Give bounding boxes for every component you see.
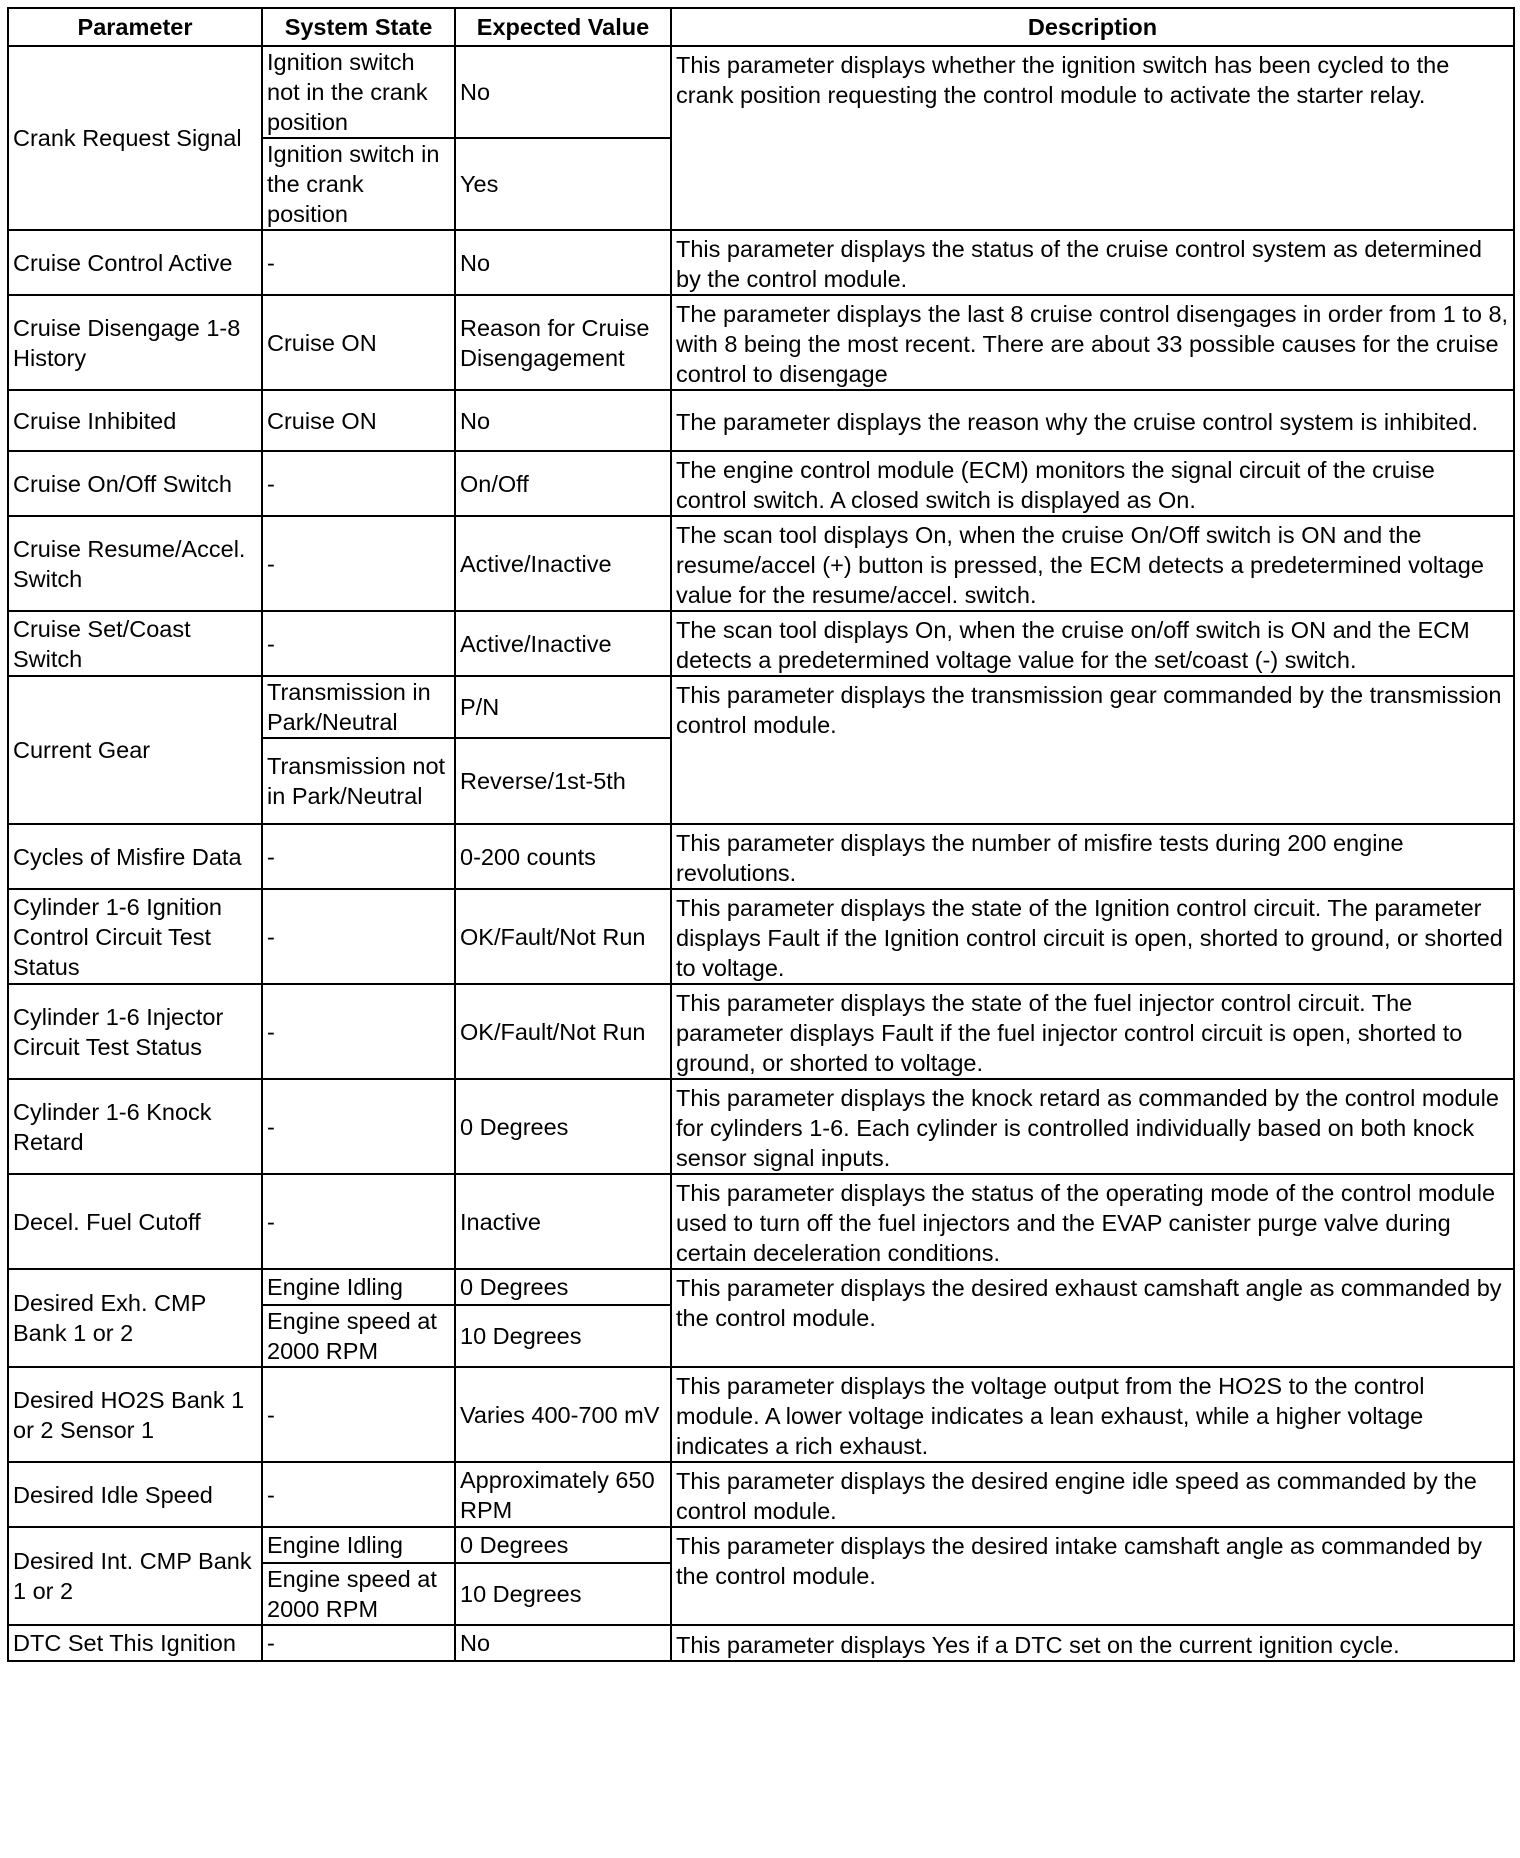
parameter-cell: Cycles of Misfire Data bbox=[8, 824, 262, 889]
system-state-cell: - bbox=[262, 611, 455, 676]
parameter-cell: Cruise Inhibited bbox=[8, 390, 262, 451]
expected-value-cell: OK/Fault/Not Run bbox=[455, 889, 671, 984]
expected-value-cell: No bbox=[455, 390, 671, 451]
table-row bbox=[8, 1462, 1514, 1527]
system-state-cell: - bbox=[262, 451, 455, 516]
expected-value-cell: No bbox=[455, 1625, 671, 1661]
parameter-cell: Cylinder 1-6 Ignition Control Circuit Test Status bbox=[8, 889, 262, 984]
header-expected-value: Expected Value bbox=[455, 8, 671, 46]
table-row bbox=[8, 676, 1514, 738]
parameter-cell: Current Gear bbox=[8, 676, 262, 824]
expected-value-cell: Varies 400-700 mV bbox=[455, 1367, 671, 1462]
parameter-table bbox=[7, 7, 1515, 1662]
system-state-cell: - bbox=[262, 1367, 455, 1462]
description-cell: This parameter displays whether the ignition switch has been cycled to the crank position requesting the control module to activate the starter relay. bbox=[671, 46, 1514, 230]
description-cell: This parameter displays the desired exhaust camshaft angle as commanded by the control module. bbox=[671, 1269, 1514, 1367]
description-cell: This parameter displays the state of the fuel injector control circuit. The parameter displays Fault if the fuel injector control circuit is open, shorted to ground, or shorted to voltage. bbox=[671, 984, 1514, 1079]
expected-value-cell: 10 Degrees bbox=[455, 1305, 671, 1367]
expected-value-cell: 0 Degrees bbox=[455, 1079, 671, 1174]
parameter-cell: Cruise Disengage 1-8 History bbox=[8, 295, 262, 390]
system-state-cell: - bbox=[262, 516, 455, 611]
system-state-cell: Transmission not in Park/Neutral bbox=[262, 738, 455, 824]
system-state-cell: - bbox=[262, 1625, 455, 1661]
expected-value-cell: Approximately 650 RPM bbox=[455, 1462, 671, 1527]
table-row bbox=[8, 611, 1514, 676]
expected-value-cell: 0 Degrees bbox=[455, 1527, 671, 1563]
expected-value-cell: OK/Fault/Not Run bbox=[455, 984, 671, 1079]
expected-value-cell: Active/Inactive bbox=[455, 611, 671, 676]
description-cell: This parameter displays the status of the operating mode of the control module used to turn off the fuel injectors and the EVAP canister purge valve during certain deceleration conditions. bbox=[671, 1174, 1514, 1269]
table-row bbox=[8, 1527, 1514, 1563]
system-state-cell: - bbox=[262, 1079, 455, 1174]
parameter-cell: Desired HO2S Bank 1 or 2 Sensor 1 bbox=[8, 1367, 262, 1462]
system-state-cell: Cruise ON bbox=[262, 295, 455, 390]
parameter-cell: Cylinder 1-6 Injector Circuit Test Status bbox=[8, 984, 262, 1079]
expected-value-cell: 10 Degrees bbox=[455, 1563, 671, 1625]
system-state-cell: - bbox=[262, 1174, 455, 1269]
parameter-cell: Cylinder 1-6 Knock Retard bbox=[8, 1079, 262, 1174]
system-state-cell: Engine speed at 2000 RPM bbox=[262, 1563, 455, 1625]
parameter-cell: Cruise Resume/Accel. Switch bbox=[8, 516, 262, 611]
expected-value-cell: Reason for Cruise Disengagement bbox=[455, 295, 671, 390]
table-row bbox=[8, 1269, 1514, 1305]
expected-value-cell: No bbox=[455, 230, 671, 295]
system-state-cell: - bbox=[262, 230, 455, 295]
system-state-cell: - bbox=[262, 984, 455, 1079]
system-state-cell: Engine speed at 2000 RPM bbox=[262, 1305, 455, 1367]
description-cell: This parameter displays the desired engine idle speed as commanded by the control module. bbox=[671, 1462, 1514, 1527]
parameter-cell: Crank Request Signal bbox=[8, 46, 262, 230]
parameter-cell: Desired Idle Speed bbox=[8, 1462, 262, 1527]
description-cell: The parameter displays the reason why the cruise control system is inhibited. bbox=[671, 390, 1514, 451]
description-cell: This parameter displays the desired intake camshaft angle as commanded by the control module. bbox=[671, 1527, 1514, 1625]
description-cell: This parameter displays the voltage output from the HO2S to the control module. A lower voltage indicates a lean exhaust, while a higher voltage indicates a rich exhaust. bbox=[671, 1367, 1514, 1462]
expected-value-cell: 0-200 counts bbox=[455, 824, 671, 889]
expected-value-cell: Reverse/1st-5th bbox=[455, 738, 671, 824]
description-cell: The parameter displays the last 8 cruise control disengages in order from 1 to 8, with 8 being the most recent. There are about 33 possible causes for the cruise control to disengage bbox=[671, 295, 1514, 390]
expected-value-cell: Active/Inactive bbox=[455, 516, 671, 611]
description-cell: This parameter displays the transmission gear commanded by the transmission control module. bbox=[671, 676, 1514, 824]
description-cell: The engine control module (ECM) monitors the signal circuit of the cruise control switch. A closed switch is displayed as On. bbox=[671, 451, 1514, 516]
expected-value-cell: 0 Degrees bbox=[455, 1269, 671, 1305]
parameter-cell: Decel. Fuel Cutoff bbox=[8, 1174, 262, 1269]
description-cell: This parameter displays the status of the cruise control system as determined by the control module. bbox=[671, 230, 1514, 295]
parameter-cell: Cruise Control Active bbox=[8, 230, 262, 295]
description-cell: The scan tool displays On, when the cruise on/off switch is ON and the ECM detects a predetermined voltage value for the set/coast (-) switch. bbox=[671, 611, 1514, 676]
system-state-cell: - bbox=[262, 824, 455, 889]
header-row bbox=[8, 8, 1514, 46]
parameter-cell: Cruise Set/Coast Switch bbox=[8, 611, 262, 676]
expected-value-cell: P/N bbox=[455, 676, 671, 738]
table-row bbox=[8, 390, 1514, 451]
description-cell: This parameter displays the state of the Ignition control circuit. The parameter displays Fault if the Ignition control circuit is open, shorted to ground, or shorted to voltage. bbox=[671, 889, 1514, 984]
header-parameter: Parameter bbox=[8, 8, 262, 46]
table-row bbox=[8, 824, 1514, 889]
description-cell: This parameter displays the number of misfire tests during 200 engine revolutions. bbox=[671, 824, 1514, 889]
table-row bbox=[8, 516, 1514, 611]
expected-value-cell: No bbox=[455, 46, 671, 138]
table-row bbox=[8, 46, 1514, 138]
description-cell: This parameter displays the knock retard as commanded by the control module for cylinders 1-6. Each cylinder is controlled individually based on both knock sensor signal inputs. bbox=[671, 1079, 1514, 1174]
expected-value-cell: Inactive bbox=[455, 1174, 671, 1269]
table-row bbox=[8, 889, 1514, 984]
parameter-cell: Desired Exh. CMP Bank 1 or 2 bbox=[8, 1269, 262, 1367]
table-row bbox=[8, 1367, 1514, 1462]
system-state-cell: Ignition switch not in the crank position bbox=[262, 46, 455, 138]
description-cell: This parameter displays Yes if a DTC set on the current ignition cycle. bbox=[671, 1625, 1514, 1661]
system-state-cell: Cruise ON bbox=[262, 390, 455, 451]
table-row bbox=[8, 1174, 1514, 1269]
system-state-cell: Transmission in Park/Neutral bbox=[262, 676, 455, 738]
system-state-cell: Engine Idling bbox=[262, 1269, 455, 1305]
description-cell: The scan tool displays On, when the cruise On/Off switch is ON and the resume/accel (+) button is pressed, the ECM detects a predetermined voltage value for the resume/accel. switch. bbox=[671, 516, 1514, 611]
parameter-cell: DTC Set This Ignition bbox=[8, 1625, 262, 1661]
table-row bbox=[8, 984, 1514, 1079]
header-system-state: System State bbox=[262, 8, 455, 46]
expected-value-cell: On/Off bbox=[455, 451, 671, 516]
table-row bbox=[8, 1079, 1514, 1174]
parameter-cell: Desired Int. CMP Bank 1 or 2 bbox=[8, 1527, 262, 1625]
table-row bbox=[8, 230, 1514, 295]
system-state-cell: Ignition switch in the crank position bbox=[262, 138, 455, 230]
header-description: Description bbox=[671, 8, 1514, 46]
table-row bbox=[8, 1625, 1514, 1661]
table-row bbox=[8, 295, 1514, 390]
parameter-cell: Cruise On/Off Switch bbox=[8, 451, 262, 516]
system-state-cell: - bbox=[262, 1462, 455, 1527]
table-row bbox=[8, 451, 1514, 516]
system-state-cell: Engine Idling bbox=[262, 1527, 455, 1563]
system-state-cell: - bbox=[262, 889, 455, 984]
expected-value-cell: Yes bbox=[455, 138, 671, 230]
